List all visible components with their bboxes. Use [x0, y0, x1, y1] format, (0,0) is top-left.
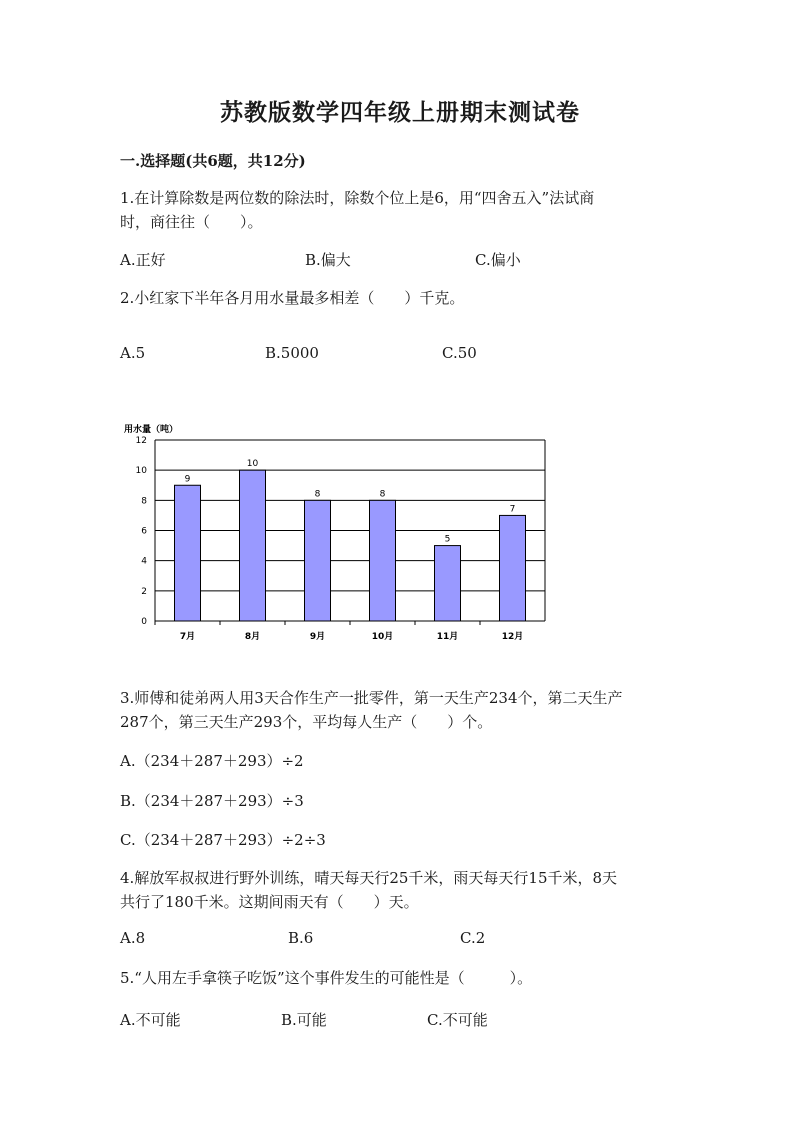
bar-value-label: 9 [184, 474, 191, 485]
y-tick-label: 4 [141, 556, 147, 567]
x-tick-label: 9月 [309, 632, 326, 642]
question-2-option-a: A.5 [120, 344, 146, 362]
question-4-option-a: A.8 [120, 929, 146, 947]
question-3-option-a: A.（234＋287＋293）÷2 [120, 752, 304, 770]
question-5-line-1: 5.“人用左手拿筷子吃饭”这个事件发生的可能性是（ ）。 [120, 969, 533, 987]
question-1-option-c: C.偏小 [475, 251, 521, 269]
bar [370, 500, 396, 621]
question-4-line-1: 4.解放军叔叔进行野外训练，晴天每天行25千米，雨天每天行15千米，8天 [120, 869, 618, 887]
bar [435, 546, 461, 621]
question-2-option-b: B.5000 [265, 344, 319, 362]
question-5-option-a: A.不可能 [120, 1011, 181, 1029]
y-tick-label: 2 [141, 586, 147, 597]
bar [500, 515, 526, 621]
y-axis-title: 用水量（吨） [124, 425, 179, 435]
y-tick-label: 12 [135, 436, 147, 446]
question-3-line-2: 287个，第三天生产293个，平均每人生产（ ）个。 [120, 713, 493, 731]
x-tick-label: 10月 [371, 632, 394, 642]
question-3-option-c: C.（234＋287＋293）÷2÷3 [120, 831, 326, 849]
bar-value-label: 7 [509, 504, 516, 515]
question-1-option-a: A.正好 [120, 251, 166, 269]
question-1-line-2: 时，商往往（ ）。 [120, 213, 263, 231]
x-tick-label: 11月 [436, 632, 459, 642]
bar-value-label: 10 [246, 459, 259, 470]
y-tick-label: 6 [141, 526, 147, 537]
bar [240, 470, 266, 621]
question-1-option-b: B.偏大 [305, 251, 351, 269]
question-2-option-c: C.50 [442, 344, 477, 362]
page-title: 苏教版数学四年级上册期末测试卷 [220, 99, 580, 126]
water-usage-bar-chart [110, 418, 560, 648]
y-tick-label: 8 [141, 496, 147, 507]
bar [175, 485, 201, 621]
y-tick-label: 10 [135, 466, 147, 477]
question-4-line-2: 共行了180千米。这期间雨天有（ ）天。 [120, 893, 419, 911]
question-4-option-b: B.6 [288, 929, 314, 947]
question-4-option-c: C.2 [460, 929, 486, 947]
bar [305, 500, 331, 621]
question-5-option-c: C.不可能 [427, 1011, 488, 1029]
question-3-option-b: B.（234＋287＋293）÷3 [120, 792, 304, 810]
x-tick-label: 7月 [179, 632, 196, 642]
question-3-line-1: 3.师傅和徒弟两人用3天合作生产一批零件，第一天生产234个，第二天生产 [120, 689, 623, 707]
section-heading: 一.选择题(共6题，共12分) [120, 152, 306, 170]
bar-value-label: 8 [314, 489, 321, 500]
question-1-line-1: 1.在计算除数是两位数的除法时，除数个位上是6，用“四舍五入”法试商 [120, 189, 595, 207]
x-tick-label: 8月 [244, 632, 261, 642]
x-tick-label: 12月 [501, 632, 524, 642]
y-tick-label: 0 [141, 617, 147, 627]
bar-value-label: 5 [444, 534, 451, 545]
question-5-option-b: B.可能 [281, 1011, 327, 1029]
bar-value-label: 8 [379, 489, 386, 500]
question-2-line-1: 2.小红家下半年各月用水量最多相差（ ）千克。 [120, 289, 465, 307]
